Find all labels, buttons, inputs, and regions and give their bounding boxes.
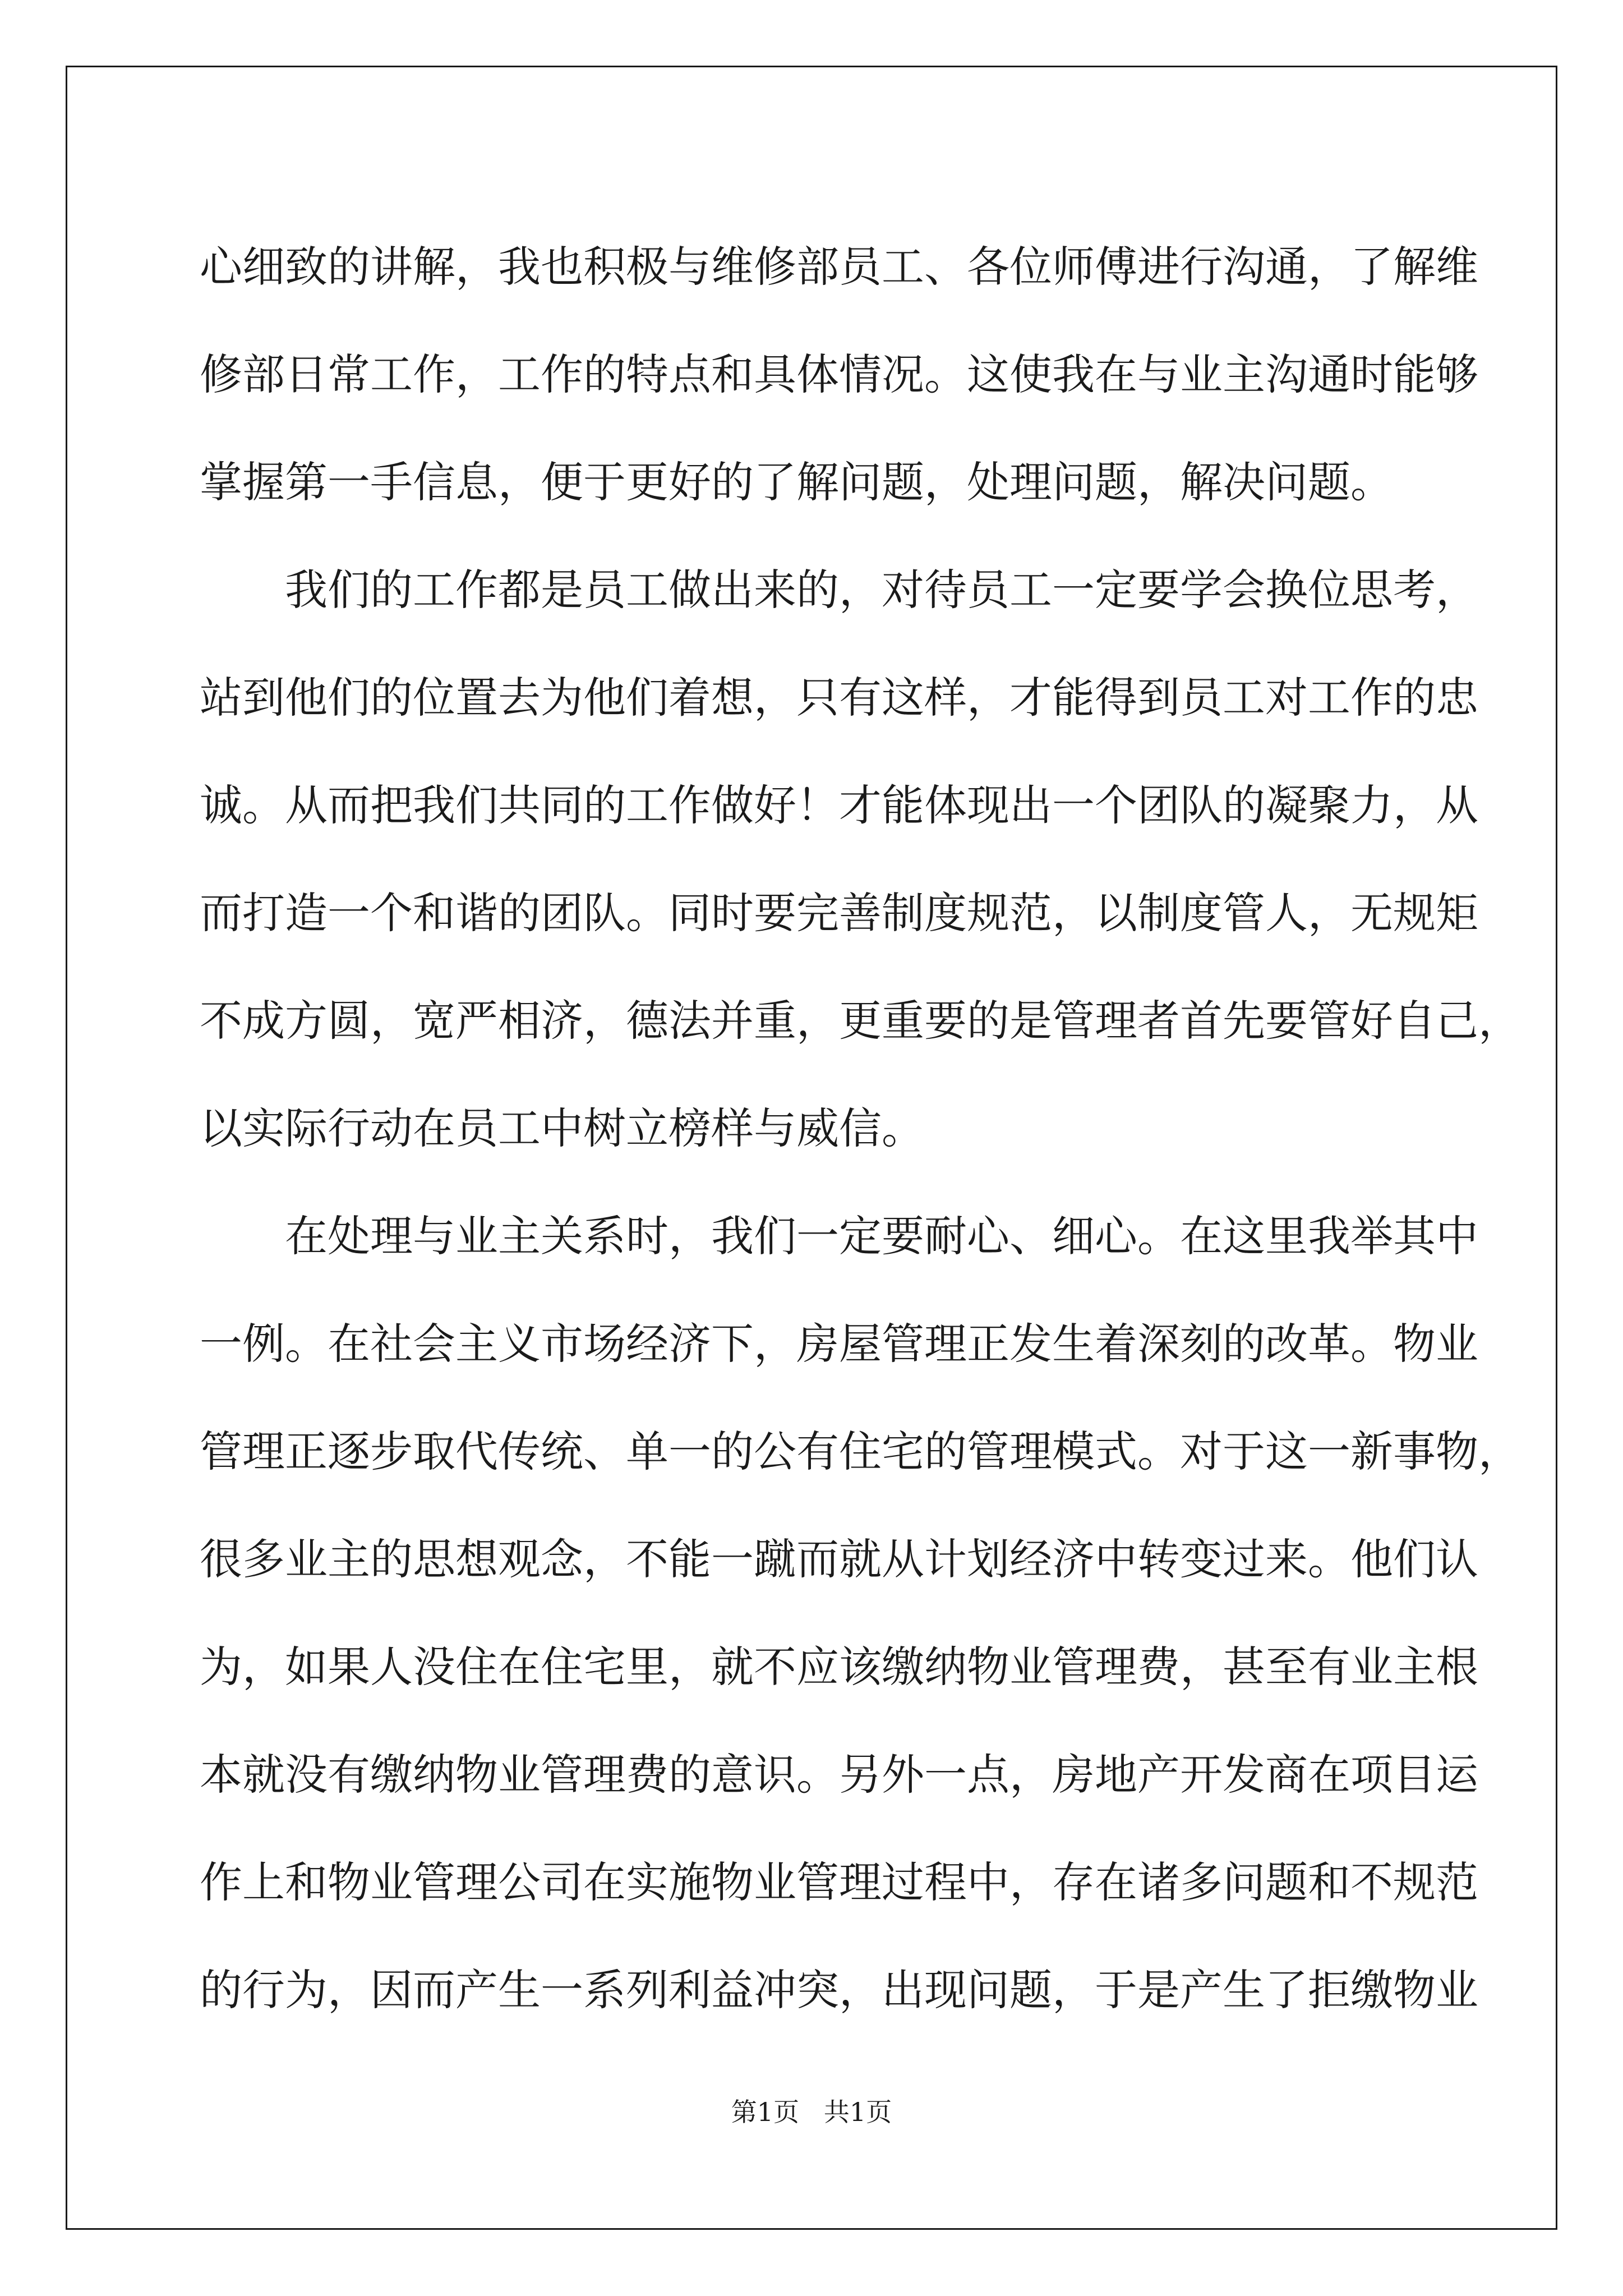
text-line: 本就没有缴纳物业管理费的意识。另外一点，房地产开发商在项目运 <box>200 1750 1478 1800</box>
text-line: 很多业主的思想观念，不能一蹴而就从计划经济中转变过来。他们认 <box>200 1534 1478 1584</box>
document-body <box>200 213 1521 2044</box>
text-line: 诚。从而把我们共同的工作做好！才能体现出一个团队的凝聚力，从 <box>200 780 1478 830</box>
text-line: 修部日常工作，工作的特点和具体情况。这使我在与业主沟通时能够 <box>200 349 1478 399</box>
text-line: 管理正逐步取代传统、单一的公有住宅的管理模式。对于这一新事物， <box>200 1427 1521 1476</box>
page-number-footer: 第1页 共1页 <box>731 2097 892 2127</box>
text-line: 以实际行动在员工中树立榜样与威信。 <box>200 1103 924 1153</box>
text-line: 而打造一个和谐的团队。同时要完善制度规范，以制度管人，无规矩 <box>200 888 1478 938</box>
text-line: 的行为，因而产生一系列利益冲突，出现问题，于是产生了拒缴物业 <box>200 1965 1478 2015</box>
text-line: 在处理与业主关系时，我们一定要耐心、细心。在这里我举其中 <box>285 1211 1478 1261</box>
text-line: 我们的工作都是员工做出来的，对待员工一定要学会换位思考， <box>285 565 1478 615</box>
text-line: 不成方圆，宽严相济，德法并重，更重要的是管理者首先要管好自己， <box>200 996 1521 1046</box>
text-line: 作上和物业管理公司在实施物业管理过程中，存在诸多问题和不规范 <box>200 1857 1478 1907</box>
text-line: 站到他们的位置去为他们着想，只有这样，才能得到员工对工作的忠 <box>200 673 1478 723</box>
text-line: 一例。在社会主义市场经济下，房屋管理正发生着深刻的改革。物业 <box>200 1319 1478 1369</box>
text-line: 为，如果人没住在住宅里，就不应该缴纳物业管理费，甚至有业主根 <box>200 1642 1478 1692</box>
text-line: 心细致的讲解，我也积极与维修部员工、各位师傅进行沟通，了解维 <box>200 242 1478 292</box>
text-line: 掌握第一手信息，便于更好的了解问题，处理问题，解决问题。 <box>200 457 1393 507</box>
